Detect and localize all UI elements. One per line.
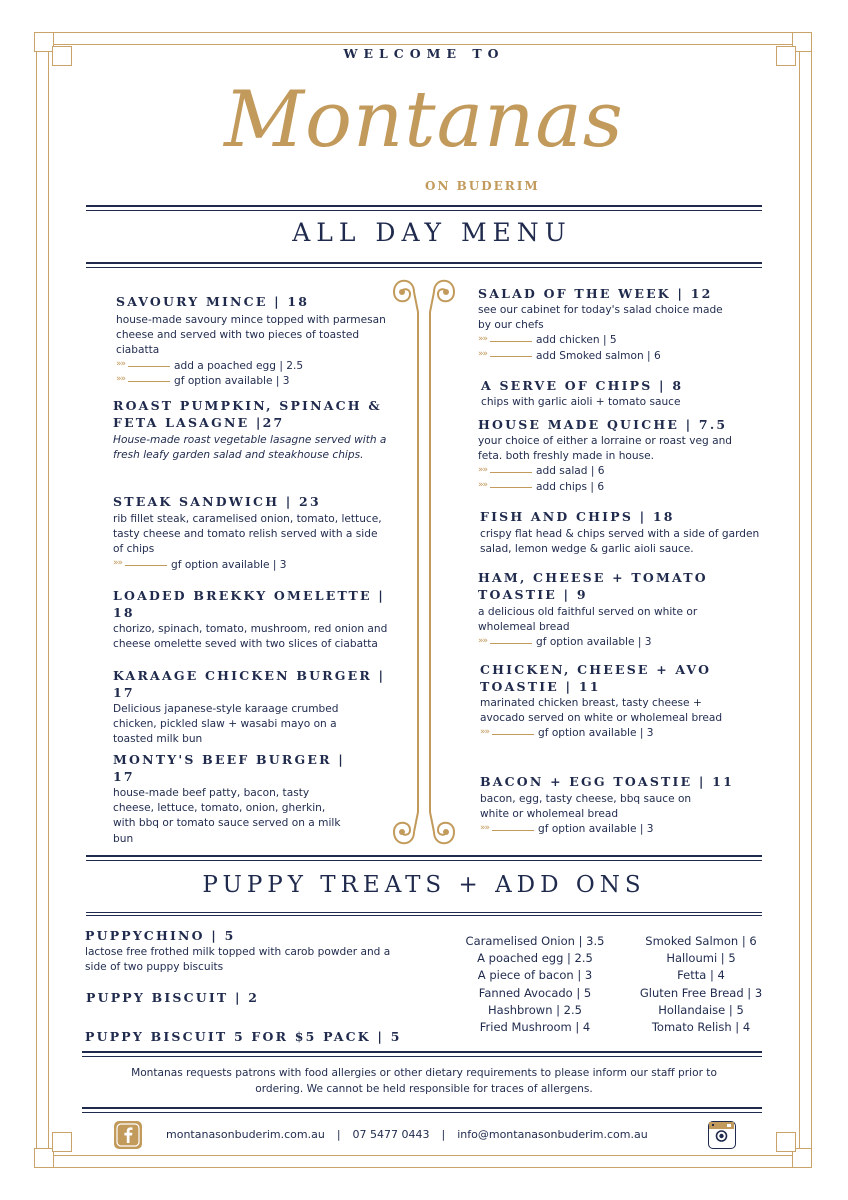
addon-line: Fetta | 4 xyxy=(677,968,725,983)
item-title: HAM, CHEESE + TOMATO TOASTIE | 9 xyxy=(478,570,708,602)
brand-subtitle: ON BUDERIM xyxy=(425,179,540,193)
addon-line: Tomato Relish | 4 xyxy=(651,1020,751,1035)
addon-line: A poached egg | 2.5 xyxy=(477,951,593,966)
item-description: rib fillet steak, caramelised onion, tomato, lettuce, tasty cheese and tomato relish served with a side of chips xyxy=(113,513,382,556)
item-title: LOADED BREKKY OMELETTE | 18 xyxy=(113,588,386,620)
item-description: see our cabinet for today's salad choice made by our chefs xyxy=(478,304,723,332)
addon-line: Caramelised Onion | 3.5 xyxy=(465,934,605,948)
allergy-note: Montanas requests patrons with food allergies or other dietary requirements to please inform our staff prior to ordering. We cannot be held responsible for traces of allergens. xyxy=(131,1067,717,1095)
header-rule-top xyxy=(86,205,762,211)
item-description: chips with garlic aioli + tomato sauce xyxy=(481,396,681,408)
menu-item-beef-burger xyxy=(113,751,373,847)
welcome-text: WELCOME TO xyxy=(343,46,505,61)
item-addon: »» gf option available | 3 xyxy=(116,374,386,389)
item-title: PUPPY BISCUIT | 2 xyxy=(86,990,260,1005)
menu-item-savoury-mince xyxy=(116,293,386,389)
scroll-divider-ornament xyxy=(384,272,464,852)
item-title: BACON + EGG TOASTIE | 11 xyxy=(480,774,734,789)
menu-item-steak-sandwich xyxy=(113,493,383,573)
item-description: crispy flat head & chips served with a side of garden salad, lemon wedge & garlic aioli sauce. xyxy=(480,528,760,556)
item-title: PUPPYCHINO | 5 xyxy=(85,928,236,943)
corner-ornament-br2 xyxy=(776,1132,796,1152)
item-description: your choice of either a lorraine or roast veg and feta. both freshly made in house. xyxy=(478,435,733,463)
menu-item-omelette xyxy=(113,587,398,652)
item-title: HOUSE MADE QUICHE | 7.5 xyxy=(478,417,728,432)
addon-line: Smoked Salmon | 6 xyxy=(645,934,757,948)
puppy-rule-top xyxy=(86,855,762,861)
item-title: PUPPY BISCUIT 5 FOR $5 PACK | 5 xyxy=(85,1029,402,1044)
item-addon: »» gf option available | 3 xyxy=(113,558,383,573)
item-description: House-made roast vegetable lasagne served with a fresh leafy garden salad and steakhouse chips. xyxy=(113,434,387,462)
item-description: bacon, egg, tasty cheese, bbq sauce on white or wholemeal bread xyxy=(480,793,692,821)
item-addon: »» gf option available | 3 xyxy=(480,726,740,741)
item-description: a delicious old faithful served on white or wholemeal bread xyxy=(478,606,698,634)
brand-logo: Montanas xyxy=(224,75,624,165)
addons-list-col2 xyxy=(616,933,786,1036)
arrow-icon xyxy=(480,825,536,835)
item-addon: »» add a poached egg | 2.5 xyxy=(116,359,386,374)
item-title: SAVOURY MINCE | 18 xyxy=(116,294,310,309)
header-rule-bottom xyxy=(86,262,762,268)
item-description: Delicious japanese-style karaage crumbed chicken, pickled slaw + wasabi mayo on a toasted milk bun xyxy=(113,703,339,746)
instagram-icon[interactable] xyxy=(708,1121,736,1149)
item-addon: »» add chicken | 5 xyxy=(478,333,758,348)
item-description: house-made beef patty, bacon, tasty cheese, lettuce, tomato, onion, gherkin, with bbq or tomato sauce served on a milk bun xyxy=(113,787,341,845)
menu-item-ham-cheese-toastie xyxy=(478,569,738,651)
menu-item-chips xyxy=(481,377,761,410)
menu-item-quiche xyxy=(478,416,763,495)
item-description: lactose free frothed milk topped with carob powder and a side of two puppy biscuits xyxy=(85,946,391,974)
email-link[interactable]: info@montanasonbuderim.com.au xyxy=(457,1128,648,1141)
menu-item-lasagne xyxy=(113,397,388,463)
separator: | xyxy=(336,1128,341,1141)
item-addon: »» add Smoked salmon | 6 xyxy=(478,349,758,364)
addon-line: A piece of bacon | 3 xyxy=(477,968,593,983)
contact-line xyxy=(166,1128,648,1141)
arrow-icon xyxy=(480,729,536,739)
menu-item-salad-of-week xyxy=(478,285,758,364)
addon-line: Hashbrown | 2.5 xyxy=(488,1002,582,1017)
separator: | xyxy=(441,1128,446,1141)
item-title: KARAAGE CHICKEN BURGER | 17 xyxy=(113,668,386,700)
item-addon: »» add salad | 6 xyxy=(478,464,763,479)
item-addon: »» gf option available | 3 xyxy=(480,822,740,837)
allergy-rule-bottom xyxy=(82,1107,762,1113)
menu-item-fish-chips xyxy=(480,508,770,557)
item-title: ROAST PUMPKIN, SPINACH & FETA LASAGNE |27 xyxy=(113,398,382,430)
corner-ornament-bl2 xyxy=(52,1132,72,1152)
arrow-icon xyxy=(478,467,534,477)
puppy-item-biscuit-pack xyxy=(85,1028,415,1045)
item-title: CHICKEN, CHEESE + AVO TOASTIE | 11 xyxy=(480,662,712,694)
item-title: MONTY'S BEEF BURGER | 17 xyxy=(113,752,345,784)
menu-item-bacon-egg-toastie xyxy=(480,773,740,838)
phone-link[interactable]: 07 5477 0443 xyxy=(352,1128,430,1141)
addons-list-col1 xyxy=(440,933,630,1036)
item-description: marinated chicken breast, tasty cheese + avocado served on white or wholemeal bread xyxy=(480,697,723,725)
arrow-icon xyxy=(116,376,172,386)
allergy-rule-top xyxy=(82,1051,762,1057)
puppy-rule-bottom xyxy=(86,912,762,916)
menu-item-karaage-burger xyxy=(113,667,398,748)
arrow-icon xyxy=(478,482,534,492)
puppy-item-biscuit xyxy=(86,989,386,1006)
website-link[interactable]: montanasonbuderim.com.au xyxy=(166,1128,325,1141)
corner-ornament-bl xyxy=(34,1148,54,1168)
addon-line: Fanned Avocado | 5 xyxy=(478,985,592,1000)
item-title: FISH AND CHIPS | 18 xyxy=(480,509,675,524)
arrow-icon xyxy=(478,351,534,361)
arrow-icon xyxy=(116,361,172,371)
addon-line: Hollandaise | 5 xyxy=(658,1002,744,1017)
item-description: chorizo, spinach, tomato, mushroom, red onion and cheese omelette seved with two slices of ciabatta xyxy=(113,623,388,651)
item-addon: »» gf option available | 3 xyxy=(478,635,738,650)
item-addon: »» add chips | 6 xyxy=(478,480,763,495)
puppy-item-puppychino xyxy=(85,927,415,975)
puppy-section-title: PUPPY TREATS + ADD ONS xyxy=(202,872,646,898)
arrow-icon xyxy=(478,336,534,346)
item-description: house-made savoury mince topped with parmesan cheese and served with two pieces of toasted ciabatta xyxy=(116,314,386,357)
arrow-icon xyxy=(113,560,169,570)
menu-title: ALL DAY MENU xyxy=(292,218,572,247)
addon-line: Halloumi | 5 xyxy=(666,951,736,966)
item-title: STEAK SANDWICH | 23 xyxy=(113,494,321,509)
addon-line: Gluten Free Bread | 3 xyxy=(639,985,763,1000)
addon-line: Fried Mushroom | 4 xyxy=(479,1020,591,1035)
menu-item-chicken-avo-toastie xyxy=(480,661,740,742)
item-title: A SERVE OF CHIPS | 8 xyxy=(481,378,684,393)
arrow-icon xyxy=(478,638,534,648)
item-title: SALAD OF THE WEEK | 12 xyxy=(478,286,713,301)
facebook-icon[interactable] xyxy=(114,1121,142,1149)
